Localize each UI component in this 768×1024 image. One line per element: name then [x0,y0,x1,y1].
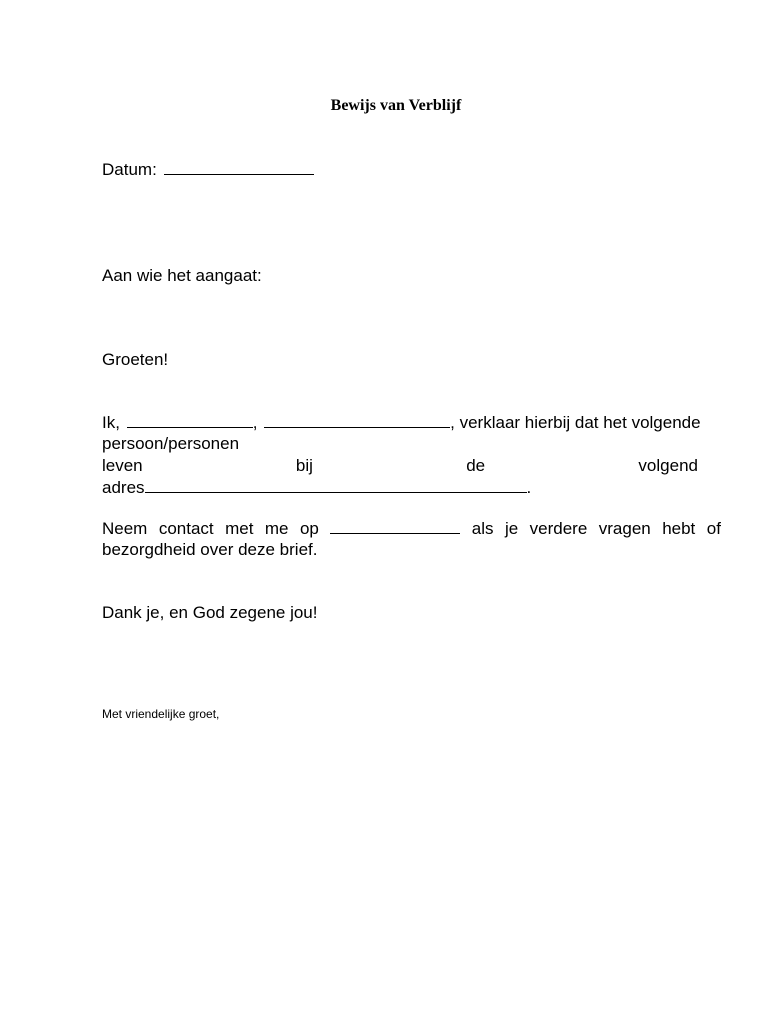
address-blank[interactable] [145,477,527,493]
word-neem: Neem [102,519,148,538]
declaration-line-3 [102,455,698,476]
contact-blank[interactable] [330,518,460,534]
thanks-line: Dank je, en God zegene jou! [102,603,318,622]
date-blank[interactable] [164,159,314,175]
contact-line-1 [102,518,721,539]
word-of: of [706,519,721,538]
date-line [102,159,314,180]
ik-text: Ik, [102,413,120,432]
word-vragen: vragen [598,519,651,538]
word-verdere: verdere [529,519,588,538]
date-label: Datum: [102,160,157,179]
comma-text: , [252,413,258,432]
word-met: met [225,519,254,538]
word-de: de [466,456,486,475]
word-hebt: hebt [662,519,696,538]
word-bij: bij [295,456,313,475]
word-contact: contact [158,519,214,538]
greeting: Groeten! [102,350,169,369]
declaration-line-4 [102,477,531,498]
word-als: als [471,519,494,538]
closing-line: Met vriendelijke groet, [102,707,220,721]
adres-text: adres [102,478,145,497]
word-volgend: volgend [638,456,698,475]
word-op: op [299,519,319,538]
declaration-line-2: persoon/personen [102,434,240,453]
period-text: . [526,478,532,497]
word-je: je [504,519,519,538]
document-title: Bewijs van Verblijf [330,97,462,114]
declaration-line-1 [102,412,701,433]
id-blank[interactable] [264,412,450,428]
word-me: me [264,519,289,538]
word-leven: leven [102,456,143,475]
verklaar-text: , verklaar hierbij dat het volgende [450,413,701,432]
salutation: Aan wie het aangaat: [102,266,262,285]
name-blank[interactable] [127,412,253,428]
contact-line-2: bezorgdheid over deze brief. [102,540,318,559]
